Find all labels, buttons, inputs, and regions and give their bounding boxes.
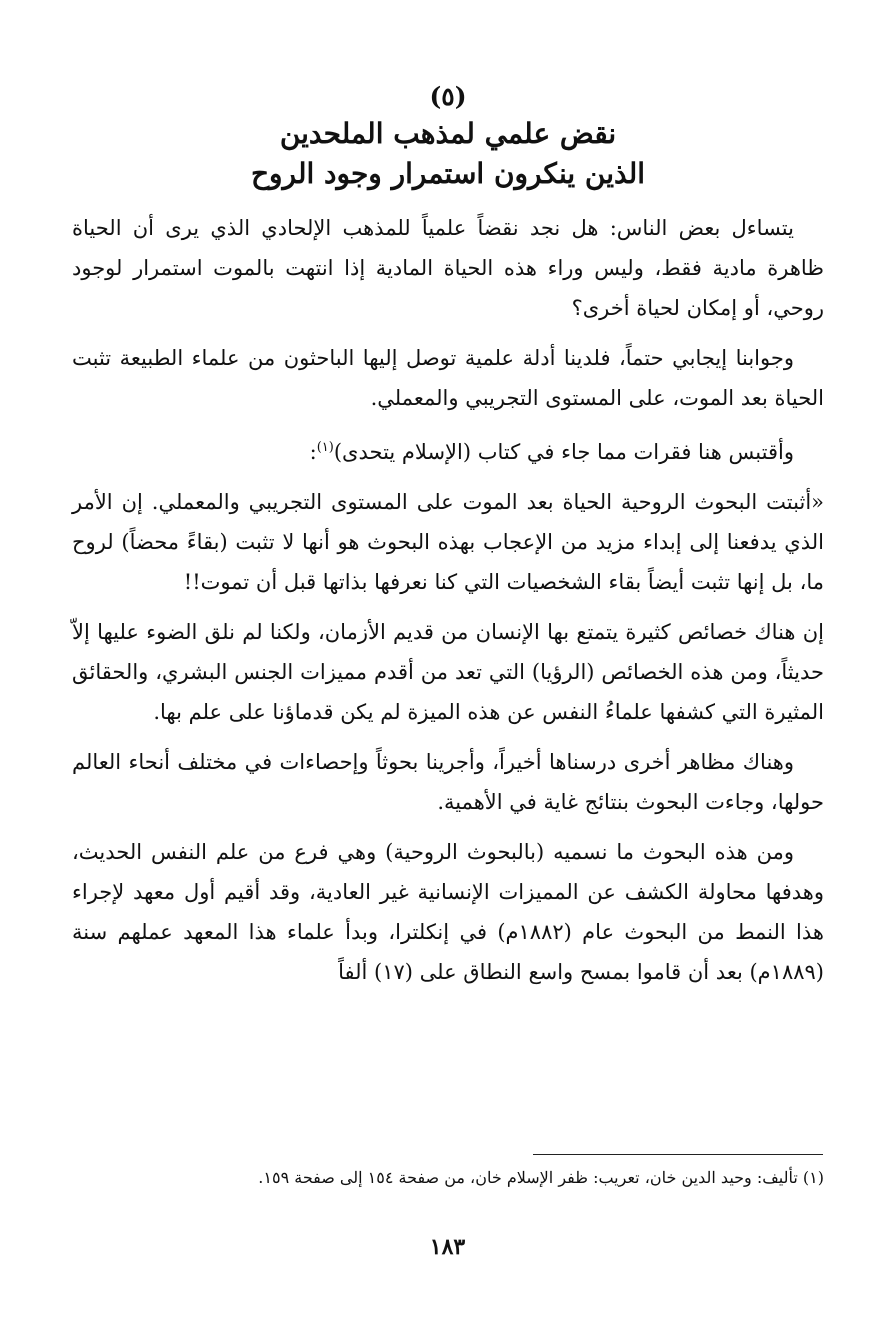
quote-intro-text: وأقتبس هنا فقرات مما جاء في كتاب (الإسلام يتحدى) [333, 440, 794, 464]
page-number: ١٨٣ [429, 1234, 466, 1260]
chapter-title-line-1: نقض علمي لمذهب الملحدين [279, 117, 617, 150]
footnote-divider [533, 1154, 823, 1155]
body-text [72, 208, 824, 992]
paragraph-3: «أثبتت البحوث الروحية الحياة بعد الموت على المستوى التجريبي والمعملي. إن الأمر الذي يدفعنا إلى إبداء مزيد من الإعجاب بهذه البحوث هو أنها لا تثبت (بقاءً محضاً) لروح ما، بل إنها تثبت أيضاً بقاء الشخصيات التي كنا نعرفها بذاتها قبل أن تموت!! [72, 490, 824, 594]
paragraph-4: إن هناك خصائص كثيرة يتمتع بها الإنسان من قديم الأزمان، ولكنا لم نلق الضوء عليها إلاّ حديثاً، ومن هذه الخصائص (الرؤيا) التي تعد من أقدم مميزات الجنس البشري، والحقائق المثيرة التي كشفها علماءُ النفس عن هذه الميزة لم يكن قدماؤنا على علم بها. [72, 620, 824, 724]
quote-intro-suffix: : [309, 440, 317, 464]
paragraph-6: ومن هذه البحوث ما نسميه (بالبحوث الروحية) وهي فرع من علم النفس الحديث، وهدفها محاولة الكشف عن المميزات الإنسانية غير العادية، وقد أقيم أول معهد لإجراء هذا النمط من البحوث عام (١٨٨٢م) في إنكلترا، وبدأ علماء هذا المعهد عملهم سنة (١٨٨٩م) بعد أن قاموا بمسح واسع النطاق على (١٧) ألفاً [72, 840, 824, 984]
chapter-number: (٥) [429, 82, 467, 111]
footnote: (١) تأليف: وحيد الدين خان، تعريب: ظفر الإسلام خان، من صفحة ١٥٤ إلى صفحة ١٥٩. [258, 1168, 824, 1187]
footnote-reference: (١) [316, 440, 334, 455]
paragraph-2: وجوابنا إيجابي حتماً، فلدينا أدلة علمية توصل إليها الباحثون من علماء الطبيعة تثبت الحياة بعد الموت، على المستوى التجريبي والمعملي. [72, 346, 824, 410]
quote-intro [72, 428, 824, 472]
page-body [72, 80, 824, 1002]
paragraph-1: يتساءل بعض الناس: هل نجد نقضاً علمياً للمذهب الإلحادي الذي يرى أن الحياة ظاهرة مادية فقط، وليس وراء هذه الحياة المادية إذا انتهت بالموت استمرار لوجود روحي، أو إمكان لحياة أخرى؟ [72, 216, 824, 320]
chapter-title-line-2: الذين ينكرون استمرار وجود الروح [250, 157, 646, 190]
paragraph-5: وهناك مظاهر أخرى درسناها أخيراً، وأجرينا بحوثاً وإحصاءات في مختلف أنحاء العالم حولها، وجاءت البحوث بنتائج غاية في الأهمية. [72, 750, 824, 814]
